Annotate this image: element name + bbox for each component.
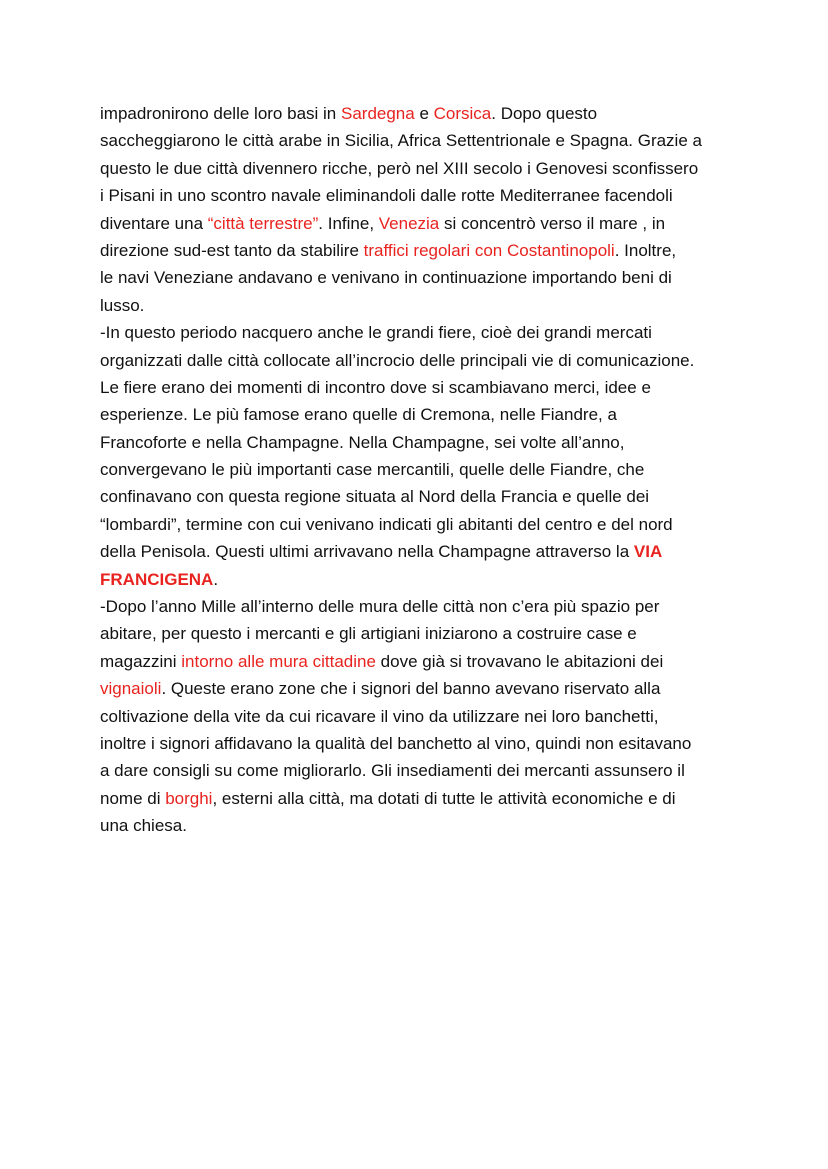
highlighted-text: “città terrestre” <box>207 213 319 233</box>
text-line <box>100 100 740 127</box>
text-line <box>100 347 740 374</box>
text-line <box>100 593 740 620</box>
text-line <box>100 155 740 182</box>
text-line <box>100 703 740 730</box>
text-segment: a dare consigli su come migliorarlo. Gli insediamenti dei mercanti assunsero il <box>100 761 685 781</box>
text-segment: una chiesa. <box>100 816 187 836</box>
text-segment: organizzati dalle città collocate all’incrocio delle principali vie di comunicazione. <box>100 350 695 370</box>
text-segment: esperienze. Le più famose erano quelle di Cremona, nelle Fiandre, a <box>100 405 617 425</box>
text-line <box>100 292 740 319</box>
highlighted-text: vignaioli <box>100 679 162 699</box>
text-line <box>100 401 740 428</box>
text-segment: saccheggiarono le città arabe in Sicilia, Africa Settentrionale e Spagna. Grazie a <box>100 131 702 151</box>
text-segment: . Queste erano zone che i signori del banno avevano riservato alla <box>161 679 661 699</box>
text-segment: Le fiere erano dei momenti di incontro dove si scambiavano merci, idee e <box>100 377 651 397</box>
text-line <box>100 648 740 675</box>
text-segment: dove già si trovavano le abitazioni dei <box>375 651 664 671</box>
text-line <box>100 757 740 784</box>
text-line <box>100 374 740 401</box>
highlighted-text: borghi <box>165 788 213 808</box>
text-line <box>100 730 740 757</box>
text-segment: direzione sud-est tanto da stabilire <box>100 240 364 260</box>
text-segment: nome di <box>100 788 166 808</box>
text-segment: . Infine, <box>318 213 379 233</box>
highlighted-text: traffici regolari con Costantinopoli <box>363 240 615 260</box>
highlighted-text: Corsica <box>433 104 492 123</box>
text-line <box>100 483 740 510</box>
text-line <box>100 319 740 346</box>
text-line <box>100 456 740 483</box>
text-segment: e <box>414 104 434 123</box>
text-segment: -Dopo l’anno Mille all’interno delle mura delle città non c’era più spazio per <box>100 597 660 617</box>
text-line <box>100 237 740 264</box>
text-segment: inoltre i signori affidavano la qualità del banchetto al vino, quindi non esitavano <box>100 733 692 753</box>
text-segment: . Inoltre, <box>614 240 677 260</box>
text-line <box>100 812 740 839</box>
highlighted-text: intorno alle mura cittadine <box>181 651 376 671</box>
text-segment: magazzini <box>100 651 182 671</box>
text-segment: impadronirono delle loro basi in <box>100 104 341 123</box>
text-segment: Francoforte e nella Champagne. Nella Champagne, sei volte all’anno, <box>100 432 625 452</box>
highlighted-text: Sardegna <box>340 104 415 123</box>
text-line <box>100 429 740 456</box>
text-line <box>100 210 740 237</box>
text-segment: abitare, per questo i mercanti e gli artigiani iniziarono a costruire case e <box>100 624 637 644</box>
text-segment: i Pisani in uno scontro navale eliminandoli dalle rotte Mediterranee facendoli <box>100 186 673 206</box>
text-segment: . <box>213 569 219 589</box>
text-segment: coltivazione della vite da cui ricavare il vino da utilizzare nei loro banchetti, <box>100 706 659 726</box>
text-line <box>100 566 740 593</box>
text-segment: le navi Veneziane andavano e venivano in continuazione importando beni di <box>100 268 672 288</box>
highlighted-text: FRANCIGENA <box>100 569 214 589</box>
highlighted-text: Venezia <box>378 213 440 233</box>
text-line <box>100 785 740 812</box>
text-line <box>100 620 740 647</box>
text-segment: convergevano le più importanti case mercantili, quelle delle Fiandre, che <box>100 460 645 480</box>
text-segment: , esterni alla città, ma dotati di tutte le attività economiche e di <box>212 788 676 808</box>
text-segment: si concentrò verso il mare , in <box>439 213 666 233</box>
highlighted-text: VIA <box>633 542 663 562</box>
text-line <box>100 127 740 154</box>
text-segment: questo le due città divennero ricche, però nel XIII secolo i Genovesi sconfissero <box>100 158 699 178</box>
text-segment: . Dopo questo <box>491 104 598 123</box>
body-text <box>100 100 740 840</box>
text-line <box>100 264 740 291</box>
text-segment: “lombardi”, termine con cui venivano indicati gli abitanti del centro e del nord <box>100 514 673 534</box>
text-segment: confinavano con questa regione situata al Nord della Francia e quelle dei <box>100 487 650 507</box>
text-line <box>100 538 740 565</box>
text-line <box>100 511 740 538</box>
text-segment: -In questo periodo nacquero anche le grandi fiere, cioè dei grandi mercati <box>100 323 652 343</box>
text-segment: lusso. <box>100 295 145 315</box>
text-line <box>100 675 740 702</box>
text-segment: diventare una <box>100 213 208 233</box>
text-line <box>100 182 740 209</box>
text-segment: della Penisola. Questi ultimi arrivavano nella Champagne attraverso la <box>100 542 634 562</box>
